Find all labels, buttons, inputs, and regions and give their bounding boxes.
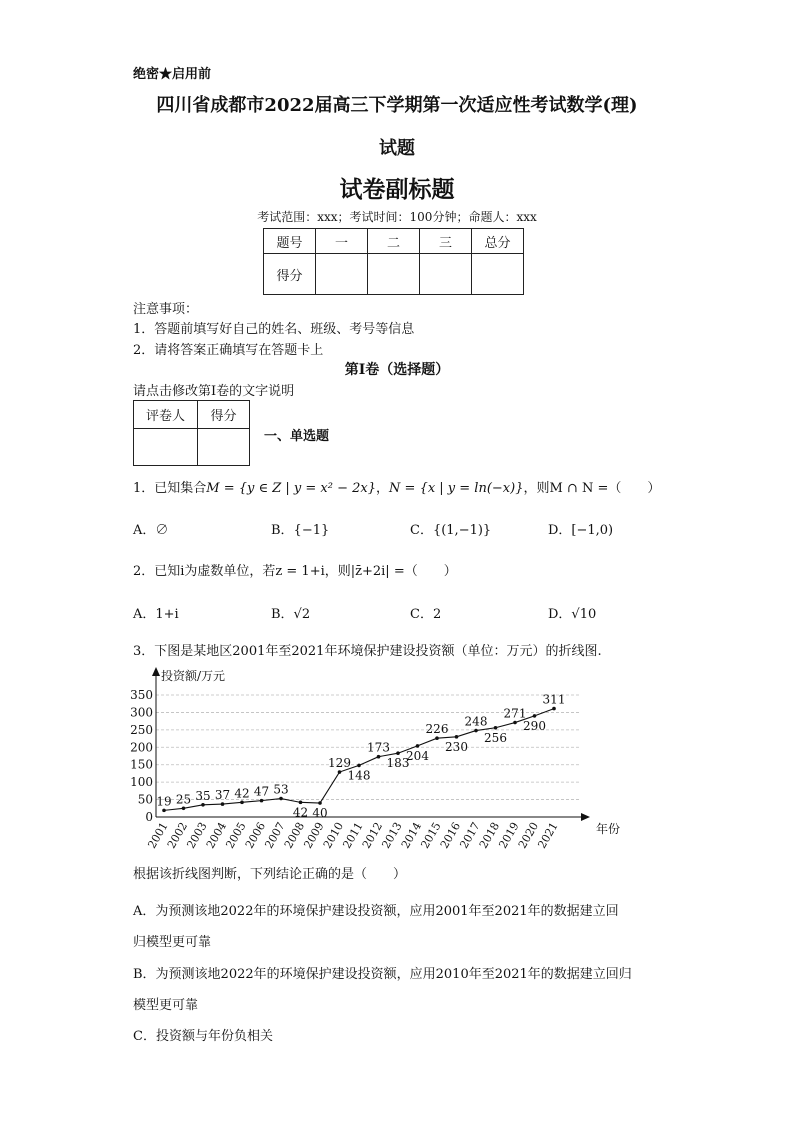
q2-option-a[interactable]: A．1+i: [133, 607, 179, 622]
q1-option-d[interactable]: D．[−1,0): [548, 523, 614, 538]
data-label: 290: [523, 718, 546, 733]
score-header-cell: 二: [368, 229, 420, 254]
grader-score-header: 得分: [198, 401, 250, 429]
data-point: [474, 729, 478, 733]
y-axis-arrow: [152, 667, 160, 676]
score-header-cell: 三: [420, 229, 472, 254]
data-label: 226: [425, 722, 449, 737]
x-tick-label: 2003: [184, 820, 210, 851]
x-tick-label: 2016: [437, 820, 464, 851]
x-tick-label: 2014: [398, 820, 425, 851]
data-label: 19: [156, 794, 172, 809]
data-label: 42: [292, 805, 309, 820]
part1-title: 第I卷（选择题）: [344, 362, 450, 378]
x-tick-label: 2018: [476, 820, 503, 851]
q2-option-c[interactable]: C．2: [410, 607, 442, 622]
q1-option-a[interactable]: A．∅: [133, 523, 169, 538]
q3-option-a-cont: 归模型更可靠: [133, 935, 212, 950]
question-2: 2．已知i为虚数单位，若z = 1+i，则|z̄+2i| =（ ）: [133, 564, 457, 579]
data-point: [396, 751, 400, 755]
data-label: 25: [175, 792, 192, 807]
data-point: [260, 799, 264, 803]
score-header-cell: 一: [316, 229, 368, 254]
secret-label: 绝密★启用前: [133, 67, 212, 82]
x-axis-arrow: [581, 813, 590, 821]
data-label: 173: [367, 740, 390, 755]
score-header-cell: 题号: [264, 229, 316, 254]
data-label: 129: [328, 756, 351, 771]
data-label: 35: [195, 788, 211, 803]
data-point: [318, 801, 322, 805]
q2-option-d[interactable]: D．√10: [548, 607, 597, 622]
score-header-cell: 总分: [472, 229, 524, 254]
data-point: [455, 735, 459, 739]
x-tick-label: 2019: [496, 820, 522, 851]
section-title: 一、单选题: [264, 429, 330, 444]
x-tick-label: 2009: [301, 820, 327, 851]
y-tick-label: 250: [130, 722, 153, 737]
data-label: 204: [406, 748, 429, 763]
data-point: [338, 770, 342, 774]
q1-option-c[interactable]: C．{(1,−1)}: [410, 523, 492, 538]
q3-option-b[interactable]: B．为预测该地2022年的环境保护建设投资额，应用2010年至2021年的数据建立回归: [133, 967, 632, 982]
data-point: [552, 707, 556, 711]
note-item: 1．答题前填写好自己的姓名、班级、考号等信息: [133, 322, 415, 337]
data-label: 183: [386, 756, 410, 771]
data-label: 40: [312, 806, 328, 821]
q3-option-a[interactable]: A．为预测该地2022年的环境保护建设投资额，应用2001年至2021年的数据建立回: [133, 904, 619, 919]
x-tick-label: 2015: [418, 820, 444, 851]
data-label: 230: [445, 739, 468, 754]
q3-ask: 根据该折线图判断，下列结论正确的是（ ）: [133, 867, 407, 882]
x-tick-label: 2020: [515, 820, 542, 851]
data-label: 248: [464, 714, 488, 729]
data-label: 37: [214, 788, 231, 803]
x-tick-label: 2010: [320, 820, 347, 851]
x-tick-label: 2006: [242, 820, 269, 851]
data-point: [416, 744, 420, 748]
data-label: 311: [542, 692, 566, 707]
q1-option-b[interactable]: B．{−1}: [271, 523, 330, 538]
y-tick-label: 300: [130, 705, 153, 720]
data-label: 42: [234, 786, 250, 801]
data-point: [513, 721, 517, 725]
x-tick-label: 2005: [223, 820, 249, 851]
data-point: [279, 797, 283, 801]
data-point: [533, 714, 537, 718]
q1-set-m: M = {y ∈ Z | y = x² − 2x}: [206, 481, 377, 496]
y-tick-label: 0: [145, 810, 153, 824]
data-point: [435, 736, 439, 740]
q3-option-c[interactable]: C．投资额与年份负相关: [133, 1029, 273, 1044]
data-label: 148: [347, 768, 371, 783]
score-row-label: 得分: [264, 254, 316, 295]
investment-line-chart: [130, 664, 621, 851]
grader-table: [133, 400, 250, 466]
data-label: 53: [273, 782, 289, 797]
y-tick-label: 50: [137, 792, 153, 807]
data-point: [201, 803, 205, 807]
exam-info: 考试范围：xxx；考试时间：100分钟；命题人：xxx: [257, 210, 537, 224]
x-tick-label: 2021: [535, 820, 561, 851]
grader-score-cell[interactable]: [198, 429, 250, 466]
x-tick-label: 2017: [457, 820, 483, 851]
score-table: [263, 228, 524, 295]
y-tick-label: 200: [130, 740, 153, 755]
data-point: [357, 764, 361, 768]
x-tick-label: 2012: [359, 820, 386, 851]
score-cell[interactable]: [368, 254, 420, 295]
data-label: 271: [503, 706, 527, 721]
x-tick-label: 2011: [340, 820, 366, 851]
data-point: [240, 801, 244, 805]
data-point: [377, 755, 381, 759]
exam-title: 四川省成都市2022届高三下学期第一次适应性考试数学(理): [156, 95, 638, 116]
y-axis-title: 投资额/万元: [161, 669, 226, 683]
x-tick-label: 2008: [281, 820, 308, 851]
grader-cell[interactable]: [134, 429, 198, 466]
data-label: 47: [253, 784, 270, 799]
x-axis-title: 年份: [596, 822, 621, 836]
score-cell[interactable]: [316, 254, 368, 295]
q3-option-b-cont: 模型更可靠: [133, 998, 199, 1013]
data-point: [494, 726, 498, 730]
data-point: [182, 806, 186, 810]
question-1: 1．已知集合M = {y ∈ Z | y = x² − 2x}，N = {x | y = ln(−x)}，则M ∩ N =（ ）: [133, 481, 661, 496]
q1-prefix: 1．已知集合: [133, 481, 207, 496]
grader-header: 评卷人: [134, 401, 198, 429]
data-label: 256: [484, 730, 507, 745]
x-tick-label: 2004: [203, 820, 230, 851]
x-tick-label: 2002: [164, 820, 191, 851]
score-cell[interactable]: [420, 254, 472, 295]
exam-title-line2: 试题: [379, 138, 415, 159]
q2-option-b[interactable]: B．√2: [271, 607, 311, 622]
x-tick-label: 2007: [262, 820, 288, 851]
data-point: [221, 802, 225, 806]
y-tick-label: 350: [130, 688, 153, 702]
score-cell[interactable]: [472, 254, 524, 295]
x-tick-label: 2013: [379, 820, 405, 851]
q1-ask: ，则M ∩ N =（ ）: [523, 481, 661, 496]
part1-description: 请点击修改第I卷的文字说明: [133, 384, 295, 399]
data-point: [299, 801, 303, 805]
y-tick-label: 150: [130, 757, 153, 772]
notes-heading: 注意事项：: [133, 302, 199, 317]
question-3: 3．下图是某地区2001年至2021年环境保护建设投资额（单位：万元）的折线图.: [133, 644, 602, 659]
note-item: 2．请将答案正确填写在答题卡上: [133, 343, 324, 358]
paper-subtitle: 试卷副标题: [339, 176, 455, 203]
data-point: [162, 809, 166, 813]
q1-set-n: N = {x | y = ln(−x)}: [389, 481, 524, 496]
y-tick-label: 100: [130, 775, 153, 790]
x-tick-label: 2001: [145, 820, 171, 851]
